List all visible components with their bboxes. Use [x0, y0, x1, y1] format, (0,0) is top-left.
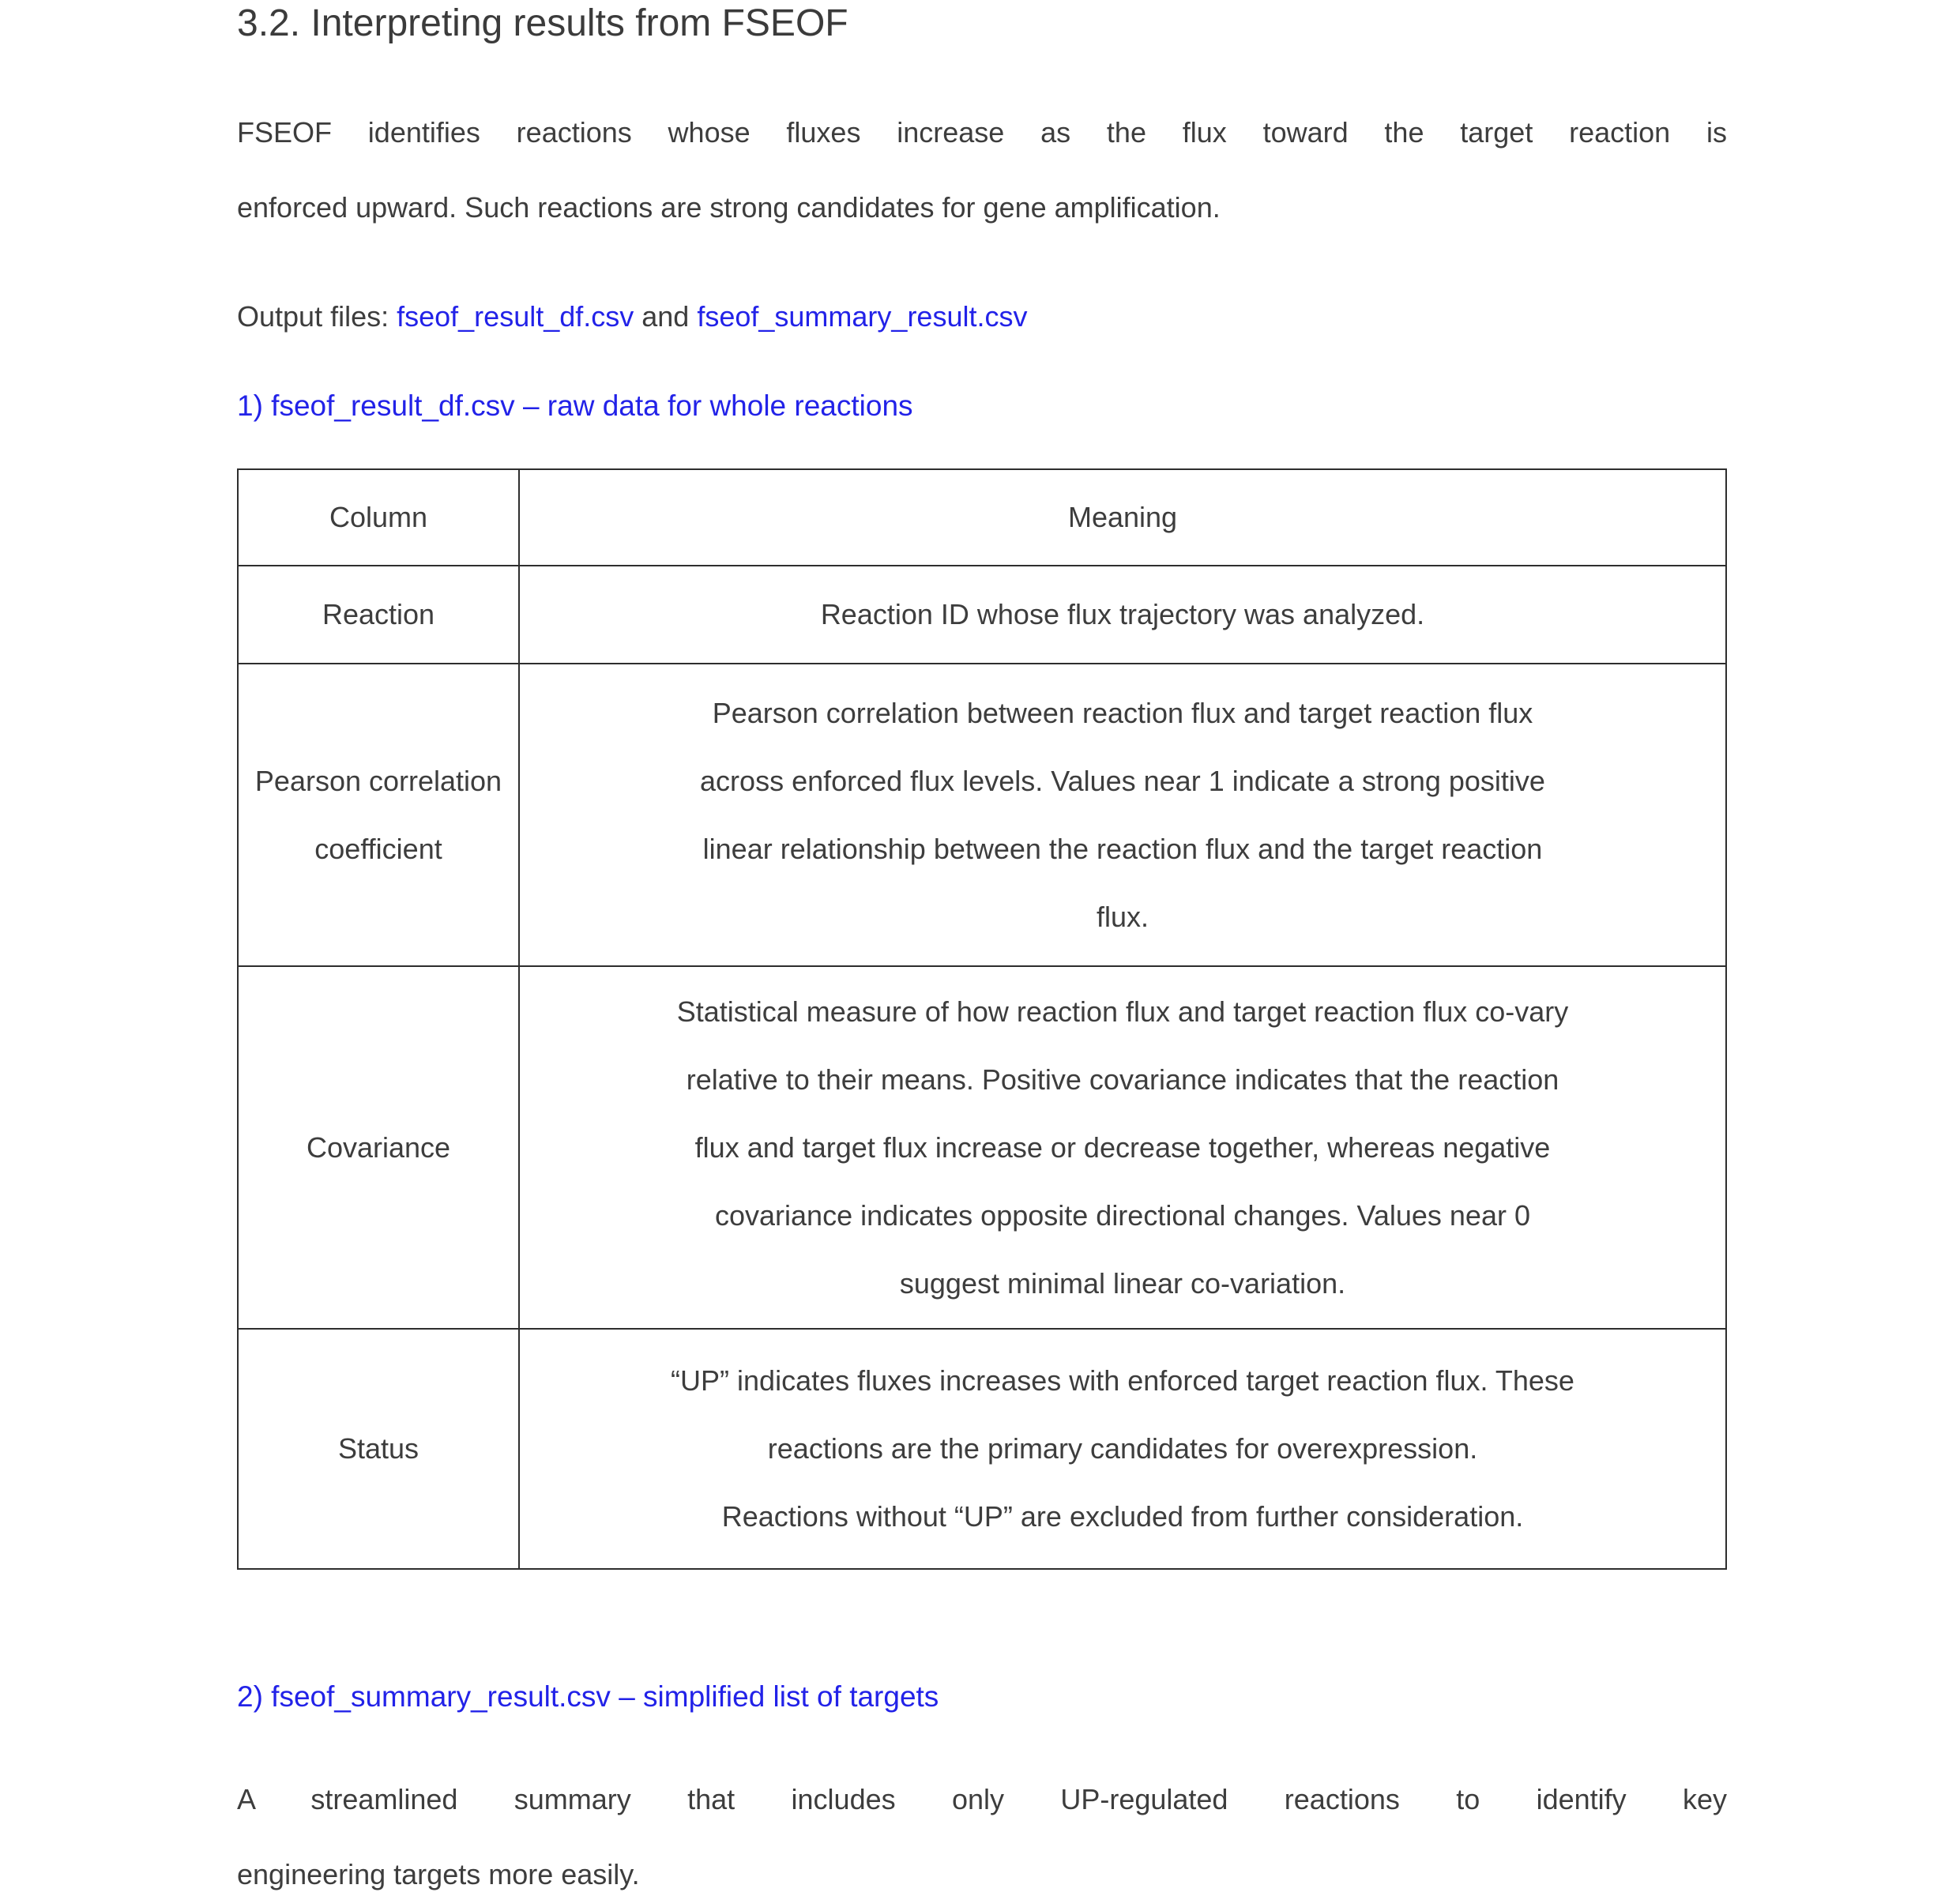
intro-line-2: enforced upward. Such reactions are strong candidates for gene amplification.: [237, 191, 1221, 224]
results-table-container: [237, 468, 1727, 1570]
subheading-result-df: 1) fseof_result_df.csv – raw data for whole reactions: [237, 389, 913, 422]
meaning-line: “UP” indicates fluxes increases with enforced target reaction flux. These: [671, 1364, 1574, 1397]
meaning-line: flux and target flux increase or decrease together, whereas negative: [694, 1130, 1551, 1164]
meaning-line: Pearson correlation between reaction flux and target reaction flux: [712, 696, 1533, 729]
table-row-reaction: [238, 566, 1726, 664]
column-cell-pearson: Pearson correlation coefficient: [238, 664, 519, 966]
meaning-cell-pearson: [519, 664, 1726, 966]
column-cell-reaction: Reaction: [238, 566, 519, 664]
table-row-pearson: [238, 664, 1726, 966]
meaning-line: covariance indicates opposite directional changes. Values near 0: [715, 1198, 1530, 1232]
subheading-summary-result: 2) fseof_summary_result.csv – simplified list of targets: [237, 1680, 939, 1713]
table-row-status: [238, 1329, 1726, 1569]
table-header-meaning: Meaning: [519, 469, 1726, 566]
table-header-row: [238, 469, 1726, 566]
output-files-separator: and: [634, 300, 698, 333]
column-cell-covariance: Covariance: [238, 966, 519, 1329]
meaning-line: Reaction ID whose flux trajectory was analyzed.: [820, 598, 1425, 630]
meaning-cell-covariance: [519, 966, 1726, 1329]
intro-line-1: FSEOF identifies reactions whose fluxes increase as the flux toward the target reaction is: [237, 116, 1727, 149]
output-files-label: Output files:: [237, 300, 397, 333]
meaning-line: Reactions without “UP” are excluded from further consideration.: [721, 1500, 1524, 1533]
closing-line-2: engineering targets more easily.: [237, 1858, 640, 1890]
table-row-covariance: [238, 966, 1726, 1329]
meaning-cell-reaction: [519, 566, 1726, 664]
section-heading: 3.2. Interpreting results from FSEOF: [237, 2, 848, 44]
meaning-cell-status: [519, 1329, 1726, 1569]
output-file-link-result-df[interactable]: fseof_result_df.csv: [397, 300, 634, 333]
meaning-line: reactions are the primary candidates for overexpression.: [767, 1432, 1478, 1465]
closing-paragraph: [237, 1762, 1727, 1896]
output-file-link-summary-result[interactable]: fseof_summary_result.csv: [697, 300, 1028, 333]
intro-paragraph: [237, 95, 1727, 245]
column-cell-status: Status: [238, 1329, 519, 1569]
closing-line-1: A streamlined summary that includes only UP-regulated reactions to identify key: [237, 1783, 1727, 1815]
results-table: [237, 468, 1727, 1570]
meaning-line: flux.: [1096, 900, 1149, 933]
table-header-column: Column: [238, 469, 519, 566]
meaning-line: Statistical measure of how reaction flux and target reaction flux co-vary: [676, 995, 1569, 1028]
meaning-line: relative to their means. Positive covariance indicates that the reaction: [686, 1063, 1559, 1096]
meaning-line: suggest minimal linear co-variation.: [899, 1266, 1346, 1300]
meaning-line: linear relationship between the reaction flux and the target reaction: [702, 832, 1543, 865]
output-files-line: [237, 279, 1727, 354]
meaning-line: across enforced flux levels. Values near 1 indicate a strong positive: [700, 764, 1545, 797]
